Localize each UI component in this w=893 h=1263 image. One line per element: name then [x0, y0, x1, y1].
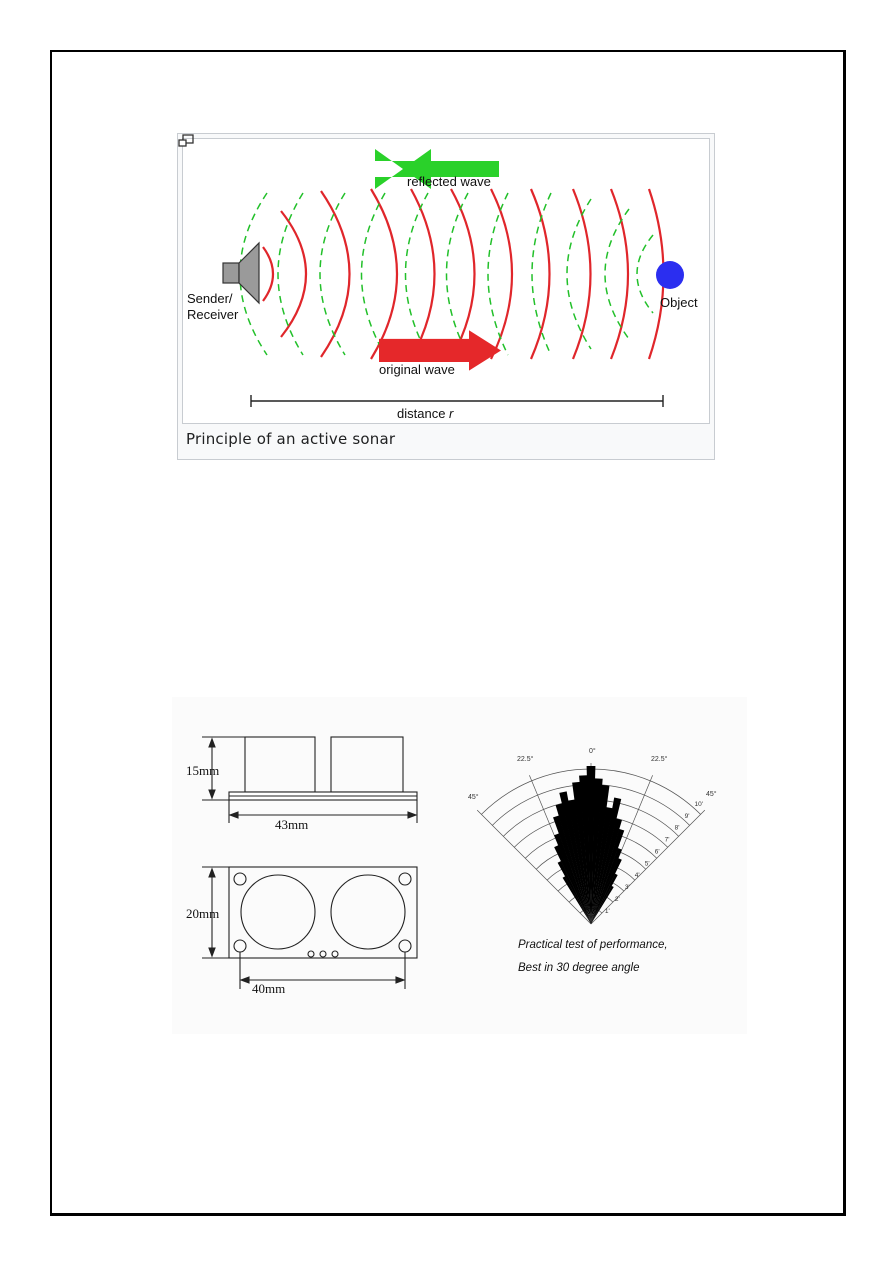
object-label: Object	[660, 295, 698, 310]
polar-label-left-45: 45°	[468, 794, 479, 801]
polar-label-right-45: 45°	[706, 791, 717, 798]
distance-label: distance r	[397, 406, 454, 421]
polar-distance-label: 9'	[684, 812, 690, 820]
width-side-label: 43mm	[275, 817, 309, 832]
polar-distance-label: 8'	[674, 824, 680, 832]
figure-caption: Principle of an active sonar	[186, 430, 396, 448]
polar-label-0: 0°	[589, 748, 596, 755]
receiver-label: Receiver	[187, 307, 239, 322]
polar-distance-label: 7'	[664, 836, 670, 844]
polar-distance-label: 5'	[644, 860, 650, 868]
sensor-figure	[172, 697, 747, 1034]
distance-line	[251, 395, 663, 407]
enlarge-icon[interactable]	[178, 134, 194, 148]
performance-note-line1: Practical test of performance,	[518, 939, 668, 951]
top-view	[202, 867, 417, 989]
sonar-figure	[177, 133, 715, 460]
polar-label-left-225: 22.5°	[517, 756, 534, 763]
height-top-label: 20mm	[186, 906, 220, 921]
polar-distance-labels	[605, 801, 703, 915]
sonar-diagram	[183, 139, 709, 423]
width-top-label: 40mm	[252, 981, 286, 996]
original-waves	[263, 189, 664, 359]
side-view	[202, 737, 417, 823]
sonar-image-frame	[182, 138, 710, 424]
height-side-label: 15mm	[186, 763, 220, 778]
reflected-wave-label: reflected wave	[407, 174, 491, 189]
object-circle	[656, 261, 684, 289]
performance-note-line2: Best in 30 degree angle	[518, 962, 640, 974]
polar-distance-label: 4'	[634, 872, 640, 880]
sender-label: Sender/	[187, 291, 233, 306]
polar-plot	[477, 763, 705, 924]
polar-distance-label: 2'	[614, 895, 620, 903]
polar-distance-label: 10'	[694, 800, 704, 808]
sensor-diagram	[172, 697, 747, 1034]
polar-distance-label: 3'	[624, 884, 630, 892]
polar-distance-label: 6'	[654, 848, 660, 856]
original-wave-label: original wave	[379, 362, 455, 377]
polar-label-right-225: 22.5°	[651, 756, 668, 763]
polar-distance-label: 1'	[604, 907, 610, 915]
